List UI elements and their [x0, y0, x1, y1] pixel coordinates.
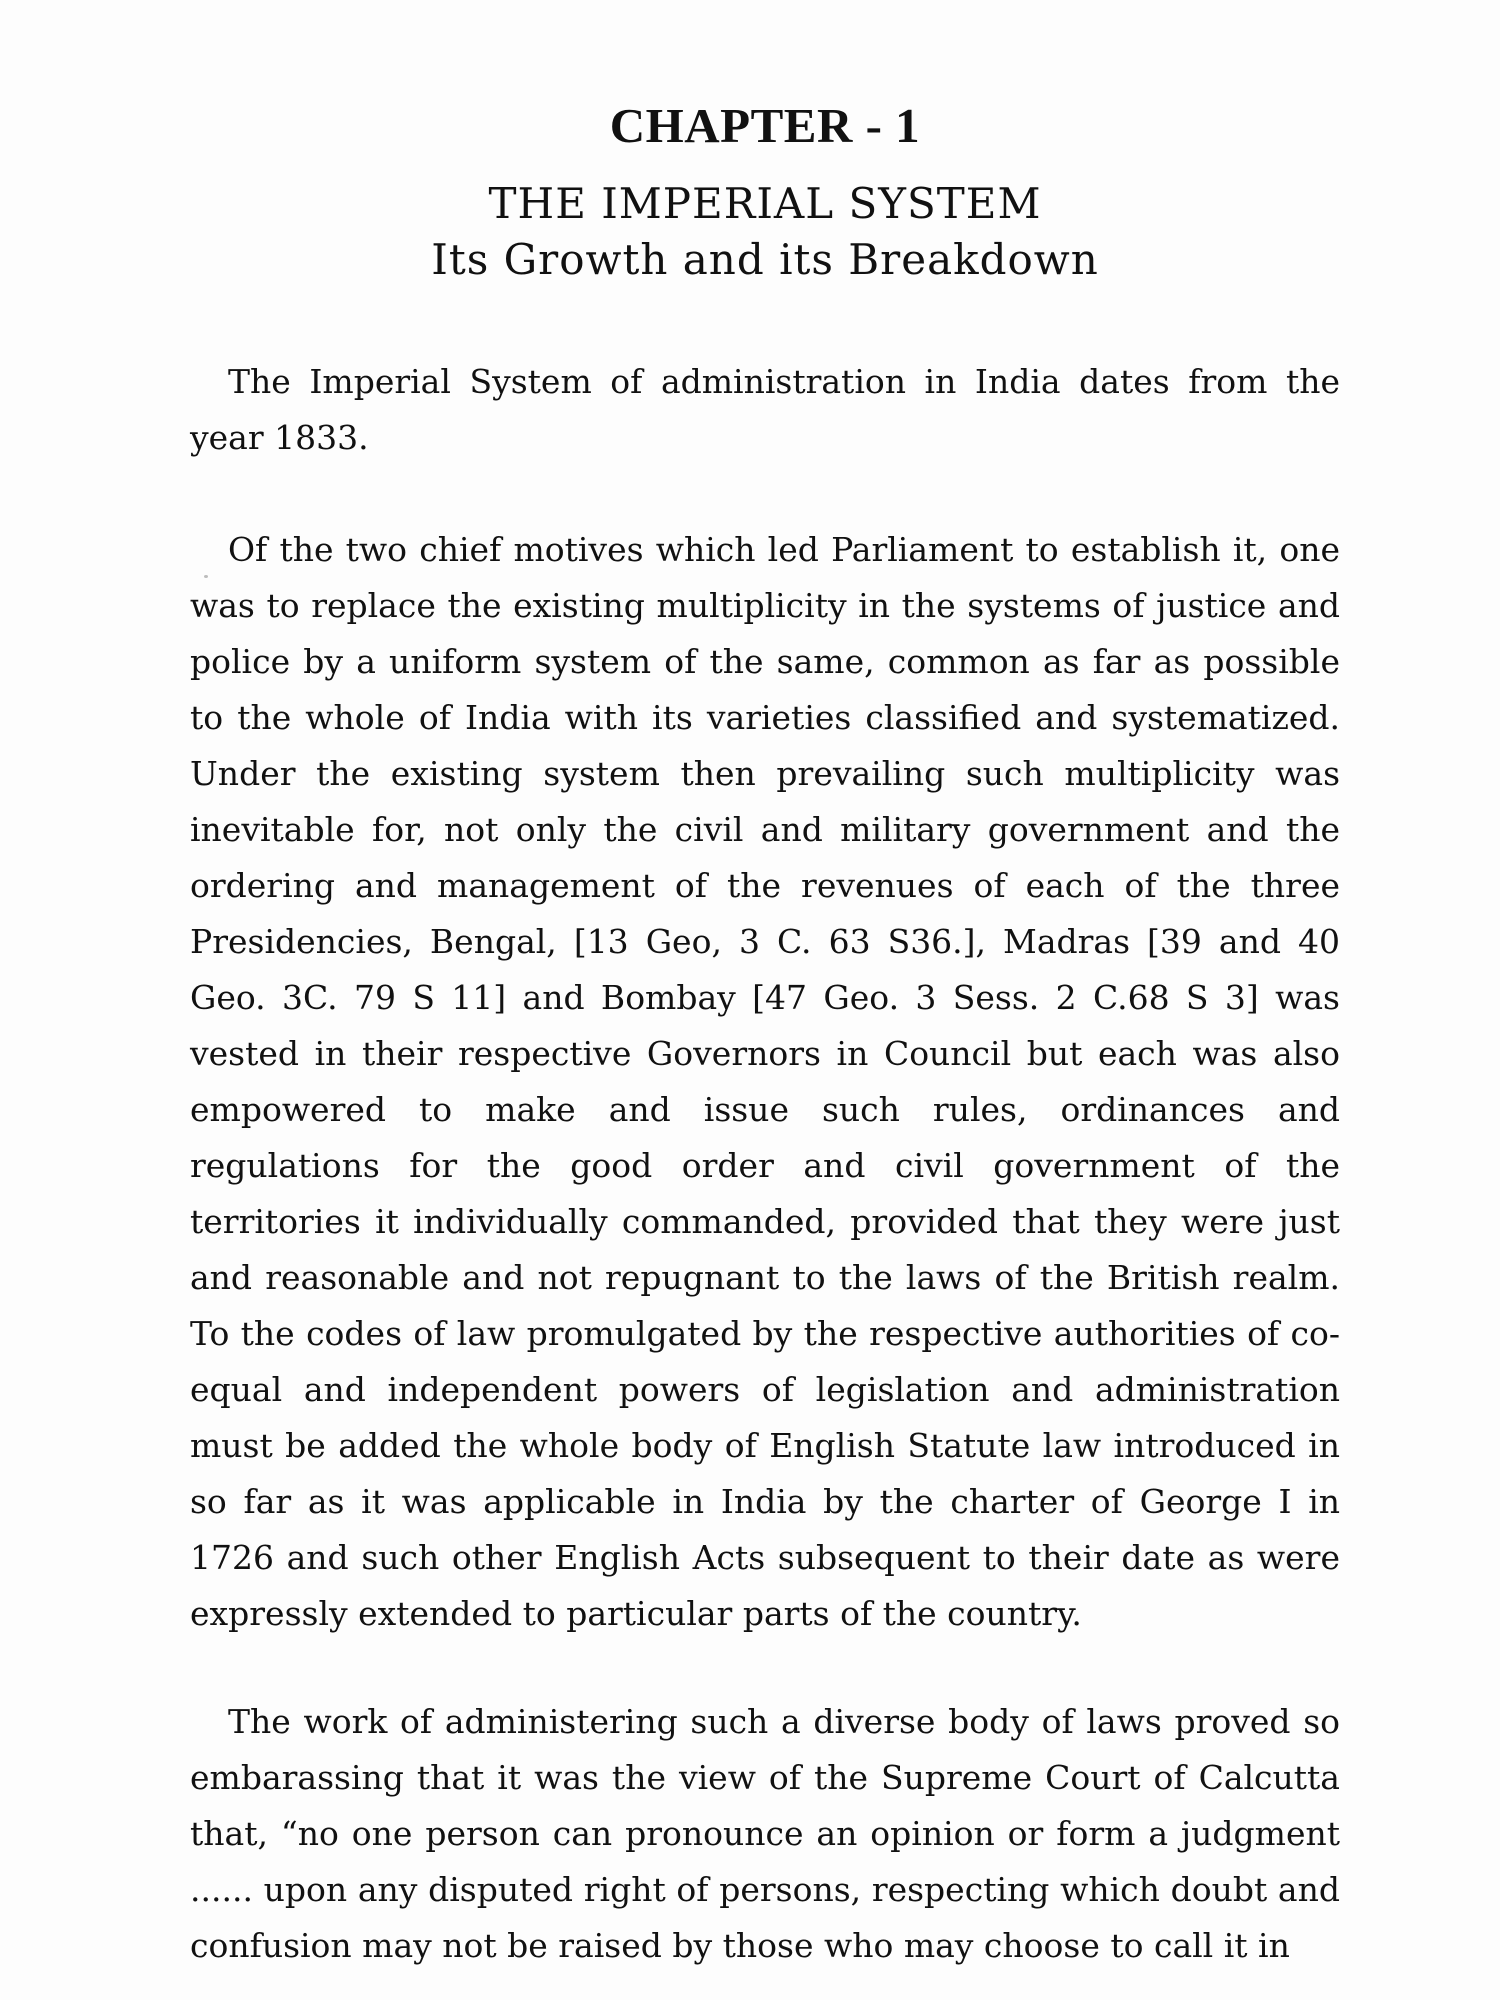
paragraph-intro: The Imperial System of administration in India dates from the year 1833.: [190, 362, 1340, 457]
chapter-subtitle: Its Growth and its Breakdown: [431, 235, 1099, 284]
chapter-heading: CHAPTER - 1: [609, 98, 921, 153]
chapter-title: THE IMPERIAL SYSTEM: [488, 179, 1042, 228]
paragraph-motives: Of the two chief motives which led Parliament to establish it, one was to replace the existing multiplicity in the systems of justice and police by a uniform system of the same, common as far as possible to the whole of India with its varieties classified and systematized. Under the existing system then prevailing such multiplicity was inevitable for, not only the civil and military government and the ordering and management of the revenues of each of the three Presidencies, Bengal, [13 Geo, 3 C. 63 S36.], Madras [39 and 40 Geo. 3C. 79 S 11] and Bombay [47 Geo. 3 Sess. 2 C.68 S 3] was vested in their respective Governors in Council but each was also empowered to make and issue such rules, ordinances and regulations for the good order and civil government of the territories it individually commanded, provided that they were just and reasonable and not repugnant to the laws of the British realm. To the codes of law promulgated by the respective authorities of co-equal and independent powers of legislation and administration must be added the whole body of English Statute law introduced in so far as it was applicable in India by the charter of George I in 1726 and such other English Acts subsequent to their date as were expressly extended to particular parts of the country.: [190, 530, 1340, 1633]
paragraph-administration: The work of administering such a diverse body of laws proved so embarassing that it was the view of the Supreme Court of Calcutta that, “no one person can pronounce an opinion or form a judgment ...... upon any disputed right of persons, respecting which doubt and confusion may not be raised by those who may choose to call it in: [190, 1702, 1340, 1965]
print-speck: [204, 575, 208, 578]
